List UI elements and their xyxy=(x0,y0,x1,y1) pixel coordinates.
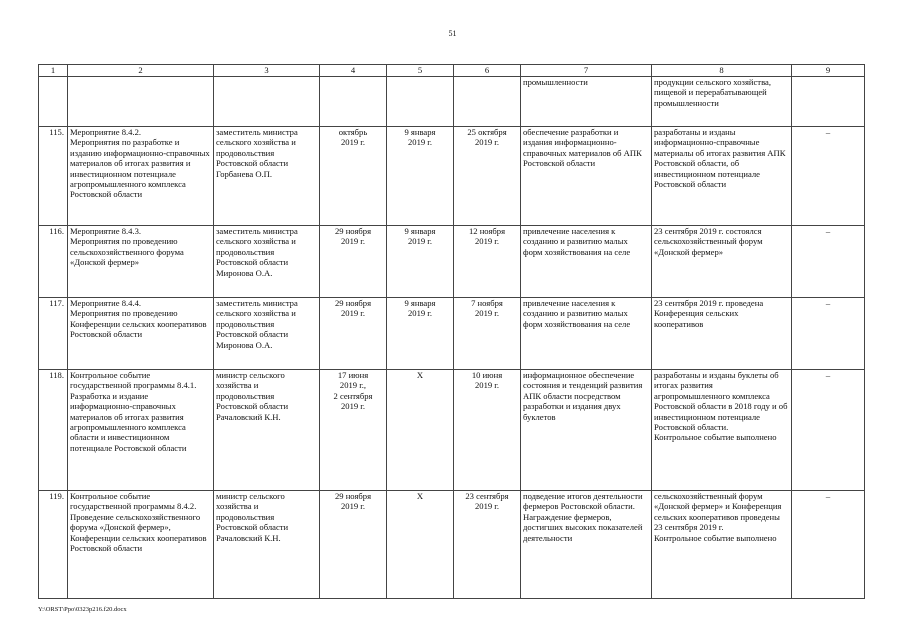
table-cell-end: 10 июня 2019 г. xyxy=(454,370,521,491)
table-row xyxy=(39,226,865,298)
table-cell-name: Контрольное событие государственной программы 8.4.1. Разработка и издание информационно-справочных материалов об итогах развития агропромышленного комплекса области и инвестиционном потенциале Ростовской области xyxy=(68,370,214,491)
table-row xyxy=(39,298,865,370)
table-cell-start: Х xyxy=(387,491,454,599)
table-cell-name: Контрольное событие государственной программы 8.4.2. Проведение сельскохозяйственного форума «Донской фермер», Конференции сельских кооперативов Ростовской области xyxy=(68,491,214,599)
table-cell-executor: министр сельского хозяйства и продовольствия Ростовской области Рачаловский К.Н. xyxy=(214,370,320,491)
table-row xyxy=(39,491,865,599)
table-cell-result-fact: сельскохозяйственный форум «Донской фермер» и Конференция сельских кооперативов проведены 23 сентября 2019 г. Контрольное событие выполнено xyxy=(652,491,792,599)
file-path-footer: Y:\ORST\Ppo\0323p216.f20.docx xyxy=(38,606,127,613)
table-cell-num: 116. xyxy=(39,226,68,298)
table-row xyxy=(39,127,865,226)
table-cell-plan: октябрь 2019 г. xyxy=(320,127,387,226)
table-cell-note: – xyxy=(792,298,865,370)
table-cell-result-plan: привлечение населения к созданию и развитию малых форм хозяйствования на селе xyxy=(521,226,652,298)
table-cell-start: 9 января 2019 г. xyxy=(387,226,454,298)
continuation-cell: промышленности xyxy=(521,77,652,127)
table-cell-end: 23 сентября 2019 г. xyxy=(454,491,521,599)
table-cell-num: 118. xyxy=(39,370,68,491)
table-cell-result-fact: разработаны и изданы информационно-справочные материалы об итогах развития АПК Ростовской области, об инвестиционном потенциале Ростовской области xyxy=(652,127,792,226)
table-cell-start: 9 января 2019 г. xyxy=(387,127,454,226)
report-table xyxy=(38,64,865,599)
table-cell-executor: заместитель министра сельского хозяйства и продовольствия Ростовской области Горбанева О.П. xyxy=(214,127,320,226)
table-cell-name: Мероприятие 8.4.3. Мероприятия по проведению сельскохозяйственного форума «Донской фермер» xyxy=(68,226,214,298)
table-cell-start: 9 января 2019 г. xyxy=(387,298,454,370)
table-cell-note: – xyxy=(792,226,865,298)
continuation-row xyxy=(39,77,865,127)
table-cell-end: 12 ноября 2019 г. xyxy=(454,226,521,298)
table-cell-plan: 29 ноября 2019 г. xyxy=(320,491,387,599)
table-cell-note: – xyxy=(792,491,865,599)
table-cell-result-plan: подведение итогов деятельности фермеров Ростовской области. Награждение фермеров, достигших высоких показателей деятельности xyxy=(521,491,652,599)
col-header: 6 xyxy=(454,65,521,77)
col-header: 5 xyxy=(387,65,454,77)
page-number: 51 xyxy=(448,29,457,38)
col-header: 8 xyxy=(652,65,792,77)
table-cell-plan: 29 ноября 2019 г. xyxy=(320,226,387,298)
table-cell-num: 119. xyxy=(39,491,68,599)
table-row xyxy=(39,370,865,491)
table-cell-result-fact: 23 сентября 2019 г. проведена Конференция сельских кооперативов xyxy=(652,298,792,370)
table-cell-executor: заместитель министра сельского хозяйства и продовольствия Ростовской области Миронова О.А. xyxy=(214,226,320,298)
col-header: 7 xyxy=(521,65,652,77)
table-cell-start: Х xyxy=(387,370,454,491)
table-cell-plan: 29 ноября 2019 г. xyxy=(320,298,387,370)
table-cell-executor: заместитель министра сельского хозяйства и продовольствия Ростовской области Миронова О.А. xyxy=(214,298,320,370)
continuation-cell: продукции сельского хозяйства, пищевой и перерабатывающей промышленности xyxy=(652,77,792,127)
table-cell-end: 7 ноября 2019 г. xyxy=(454,298,521,370)
col-header: 9 xyxy=(792,65,865,77)
table-cell-result-fact: 23 сентября 2019 г. состоялся сельскохозяйственный форум «Донской фермер» xyxy=(652,226,792,298)
col-header: 4 xyxy=(320,65,387,77)
table-cell-note: – xyxy=(792,370,865,491)
col-header: 1 xyxy=(39,65,68,77)
table-cell-name: Мероприятие 8.4.4. Мероприятия по проведению Конференции сельских кооперативов Ростовской области xyxy=(68,298,214,370)
table-cell-num: 115. xyxy=(39,127,68,226)
table-cell-result-plan: привлечение населения к созданию и развитию малых форм хозяйствования на селе xyxy=(521,298,652,370)
table-cell-num: 117. xyxy=(39,298,68,370)
table-cell-end: 25 октября 2019 г. xyxy=(454,127,521,226)
header-row xyxy=(39,65,865,77)
col-header: 3 xyxy=(214,65,320,77)
col-header: 2 xyxy=(68,65,214,77)
table-cell-name: Мероприятие 8.4.2. Мероприятия по разработке и изданию информационно-справочных материалов об итогах развития и инвестиционном потенциале агропромышленного комплекса Ростовской области xyxy=(68,127,214,226)
table-cell-result-fact: разработаны и изданы буклеты об итогах развития агропромышленного комплекса Ростовской области в 2018 году и об инвестиционном потенциале Ростовской области. Контрольное событие выполнено xyxy=(652,370,792,491)
table-cell-result-plan: информационное обеспечение состояния и тенденций развития АПК области посредством разработки и издания двух буклетов xyxy=(521,370,652,491)
table-cell-plan: 17 июня 2019 г., 2 сентября 2019 г. xyxy=(320,370,387,491)
table-cell-note: – xyxy=(792,127,865,226)
table-cell-result-plan: обеспечение разработки и издания информационно-справочных материалов об АПК Ростовской области xyxy=(521,127,652,226)
table-cell-executor: министр сельского хозяйства и продовольствия Ростовской области Рачаловский К.Н. xyxy=(214,491,320,599)
